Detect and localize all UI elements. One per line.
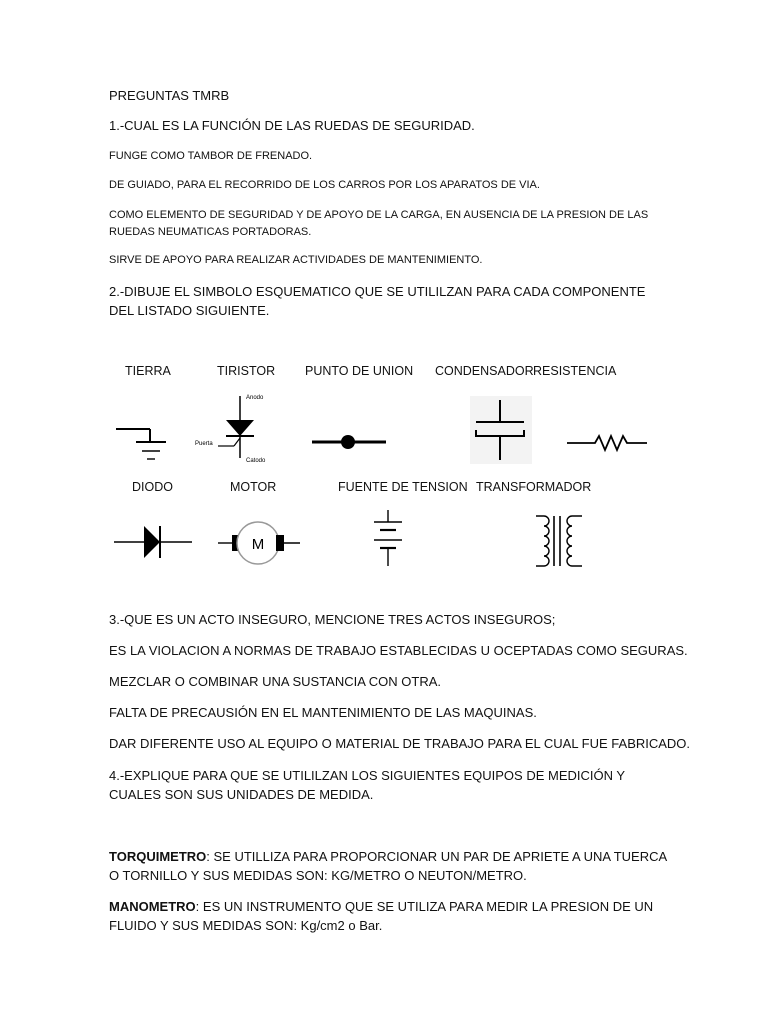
measurement-item-torquimetro [109,847,669,885]
question-1: 1.-CUAL ES LA FUNCIÓN DE LAS RUEDAS DE SEGURIDAD. [109,118,475,133]
question-2: 2.-DIBUJE EL SIMBOLO ESQUEMATICO QUE SE UTILILZAN PARA CADA COMPONENTE DEL LISTADO SIGUIENTE. [109,284,646,318]
measurement-item-manometro [109,897,669,935]
term-manometro: MANOMETRO [109,899,196,914]
thyristor-cathode-label: Catodo [246,458,266,464]
label-fuente-de-tension: FUENTE DE TENSION [338,480,468,494]
label-condensador: CONDENSADOR [435,364,534,378]
q1-answer-4: SIRVE DE APOYO PARA REALIZAR ACTIVIDADES DE MANTENIMIENTO. [109,254,483,266]
q1-answer-1: FUNGE COMO TAMBOR DE FRENADO. [109,150,313,162]
thyristor-anode-label: Anodo [246,395,264,401]
transformer-symbol [534,512,586,570]
label-transformador: TRANSFORMADOR [476,480,592,494]
label-motor: MOTOR [230,480,277,494]
q3-answer-1: ES LA VIOLACION A NORMAS DE TRABAJO ESTABLECIDAS U OCEPTADAS COMO SEGURAS. [109,643,688,658]
q1-answer-2: DE GUIADO, PARA EL RECORRIDO DE LOS CARROS POR LOS APARATOS DE VIA. [109,179,540,191]
question-3: 3.-QUE ES UN ACTO INSEGURO, MENCIONE TRES ACTOS INSEGUROS; [109,612,556,627]
document-title: PREGUNTAS TMRB [109,88,230,103]
desc-torquimetro: : SE UTILLIZA PARA PROPORCIONAR UN PAR DE APRIETE A UNA TUERCA O TORNILLO Y SUS MEDIDAS SON: KG/METRO O NEUTON/METRO. [109,849,667,883]
q3-answer-4: DAR DIFERENTE USO AL EQUIPO O MATERIAL DE TRABAJO PARA EL CUAL FUE FABRICADO. [109,736,691,751]
motor-letter: M [251,536,265,553]
term-torquimetro: TORQUIMETRO [109,849,207,864]
diode-symbol [112,522,194,562]
ground-symbol [112,420,172,465]
junction-point-symbol [308,430,390,454]
capacitor-symbol [470,396,532,464]
question-4: 4.-EXPLIQUE PARA QUE SE UTILILZAN LOS SIGUIENTES EQUIPOS DE MEDICIÓN Y CUALES SON SUS UNIDADES DE MEDIDA. [109,768,625,802]
voltage-source-symbol [368,508,408,570]
label-tiristor: TIRISTOR [217,364,276,378]
label-resistencia: RESISTENCIA [533,364,617,378]
resistor-symbol [565,432,649,454]
q1-answer-3: COMO ELEMENTO DE SEGURIDAD Y DE APOYO DE LA CARGA, EN AUSENCIA DE LA PRESION DE LAS RUEDAS NEUMATICAS PORTADORAS. [109,209,649,238]
thyristor-gate-label: Puerta [195,441,213,447]
thyristor-symbol [190,390,290,470]
motor-symbol [216,518,302,568]
q3-answer-3: FALTA DE PRECAUSIÓN EN EL MANTENIMIENTO DE LAS MAQUINAS. [109,705,537,720]
label-diodo: DIODO [132,480,173,494]
label-punto-de-union: PUNTO DE UNION [305,364,414,378]
q3-answer-2: MEZCLAR O COMBINAR UNA SUSTANCIA CON OTRA. [109,674,442,689]
desc-manometro: : ES UN INSTRUMENTO QUE SE UTILIZA PARA MEDIR LA PRESION DE UN FLUIDO Y SUS MEDIDAS SON: Kg/cm2 o Bar. [109,899,654,933]
label-tierra: TIERRA [125,364,171,378]
